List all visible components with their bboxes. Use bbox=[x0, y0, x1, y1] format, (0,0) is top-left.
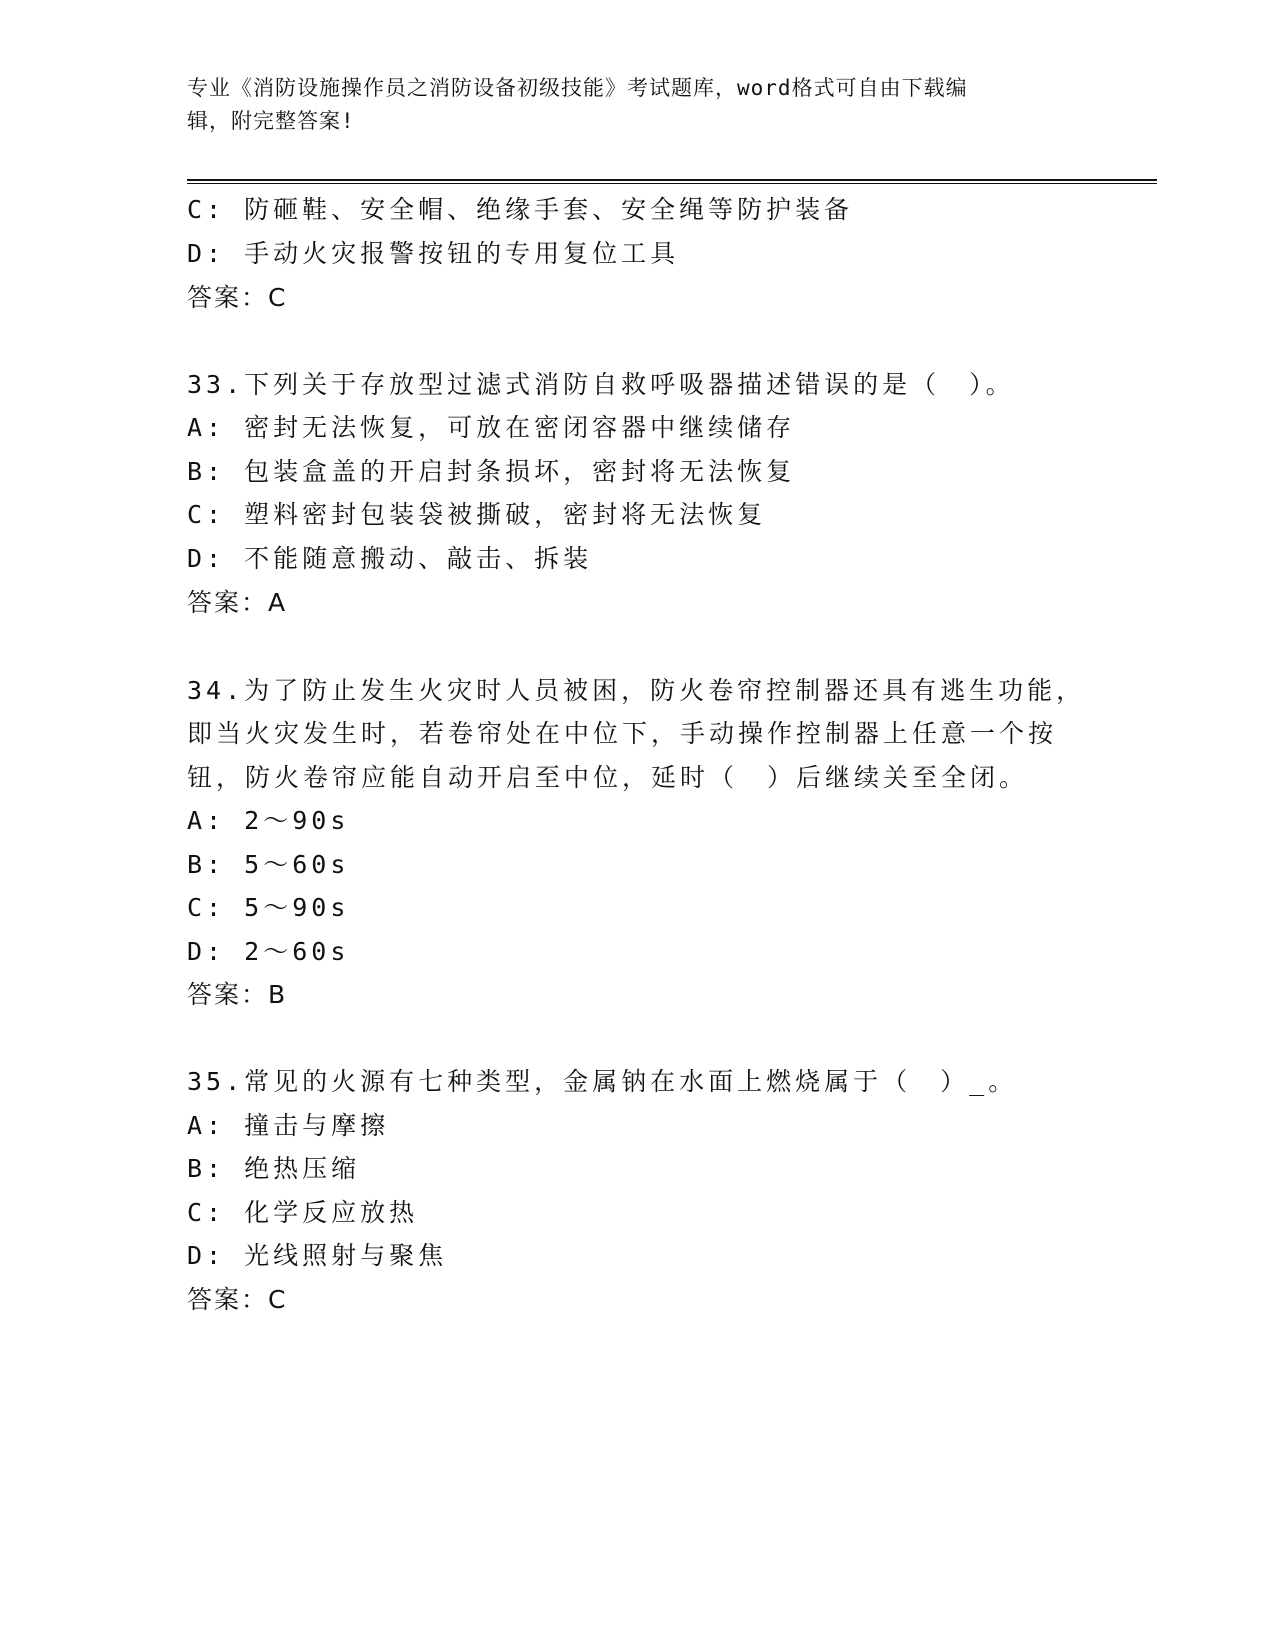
option-b: B: 5～60s bbox=[187, 850, 350, 879]
option-d: D: 2～60s bbox=[187, 937, 350, 966]
option-b: B: 包装盒盖的开启封条损坏，密封将无法恢复 bbox=[187, 457, 796, 486]
question-34-stem-line-2: 即当火灾发生时，若卷帘处在中位下，手动操作控制器上任意一个按 bbox=[187, 719, 1058, 748]
header-line-2: 辑，附完整答案! bbox=[187, 109, 355, 133]
option-c: C: 5～90s bbox=[187, 893, 350, 922]
option-b: B: 绝热压缩 bbox=[187, 1154, 361, 1183]
option-a: A: 撞击与摩擦 bbox=[187, 1111, 390, 1140]
page-header bbox=[187, 72, 1067, 138]
answer-label: 答案：A bbox=[187, 588, 288, 617]
answer-label: 答案：B bbox=[187, 980, 288, 1009]
option-d: D: 光线照射与聚焦 bbox=[187, 1241, 448, 1270]
question-34-stem-line-1: 34.为了防止发生火灾时人员被困，防火卷帘控制器还具有逃生功能， bbox=[187, 676, 1086, 705]
answer-label: 答案：C bbox=[187, 283, 288, 312]
header-line-1: 专业《消防设施操作员之消防设备初级技能》考试题库，word格式可自由下载编 bbox=[187, 76, 968, 100]
option-d: D: 不能随意搬动、敲击、拆装 bbox=[187, 544, 593, 573]
option-c: C: 防砸鞋、安全帽、绝缘手套、安全绳等防护装备 bbox=[187, 195, 854, 224]
question-34-stem-line-3: 钮，防火卷帘应能自动开启至中位，延时（ ）后继续关至全闭。 bbox=[187, 763, 1029, 792]
option-c: C: 塑料密封包装袋被撕破，密封将无法恢复 bbox=[187, 500, 767, 529]
option-a: A: 密封无法恢复，可放在密闭容器中继续储存 bbox=[187, 413, 796, 442]
question-33-stem: 33.下列关于存放型过滤式消防自救呼吸器描述错误的是（ ）。 bbox=[187, 370, 1015, 399]
header-divider bbox=[187, 179, 1157, 181]
option-d: D: 手动火灾报警按钮的专用复位工具 bbox=[187, 239, 680, 268]
option-c: C: 化学反应放热 bbox=[187, 1198, 419, 1227]
answer-label: 答案：C bbox=[187, 1285, 288, 1314]
option-a: A: 2～90s bbox=[187, 806, 350, 835]
question-35-stem: 35.常见的火源有七种类型，金属钠在水面上燃烧属于（ ）_。 bbox=[187, 1067, 1018, 1096]
header-divider-thin bbox=[187, 183, 1157, 184]
